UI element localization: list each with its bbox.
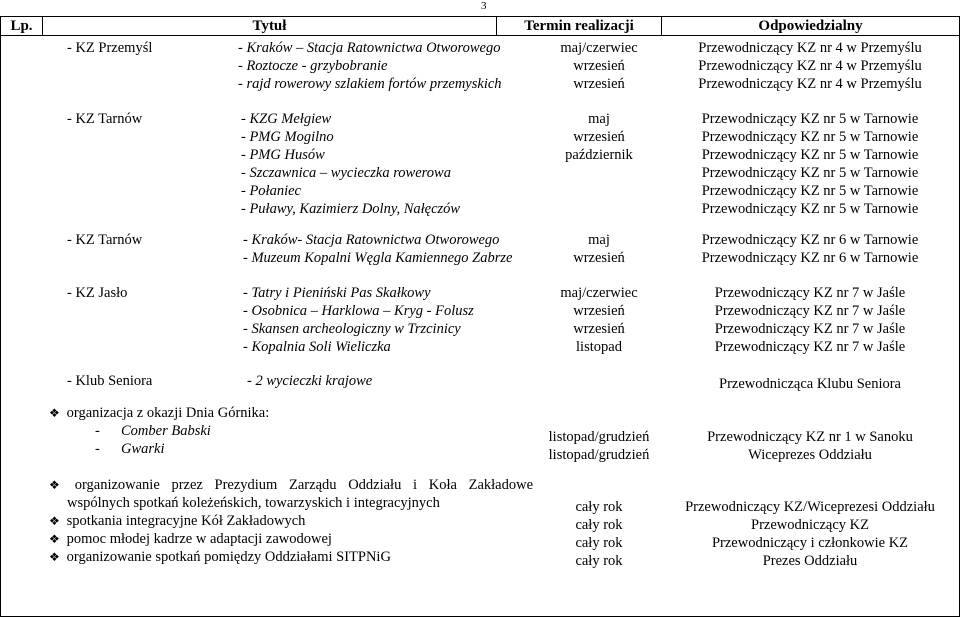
dates-list xyxy=(539,428,659,464)
bullet-line xyxy=(49,530,332,548)
diamond-bullet-icon: ❖ xyxy=(49,532,60,546)
org-name: - KZ Tarnów xyxy=(67,232,143,248)
title-item: - Kopalnia Soli Wieliczka xyxy=(243,339,391,355)
diamond-bullet-icon: ❖ xyxy=(49,406,60,420)
bullet-line xyxy=(49,404,269,422)
responsible-item: Przewodniczący KZ nr 7 w Jaśle xyxy=(714,303,906,319)
date-item: cały rok xyxy=(575,553,623,569)
responsible-list xyxy=(661,110,959,218)
diamond-bullet-icon: ❖ xyxy=(49,478,60,492)
title-item: - rajd rowerowy szlakiem fortów przemyskich xyxy=(238,76,502,92)
title-item: - PMG Husów xyxy=(241,147,325,163)
date-item: wrzesień xyxy=(573,321,625,337)
responsible-item: Przewodniczący KZ nr 5 w Tarnowie xyxy=(701,201,919,217)
responsible-list xyxy=(661,498,959,570)
responsible-item: Przewodniczący i członkowie KZ xyxy=(711,535,909,551)
date-item: maj xyxy=(588,111,610,127)
date-item: maj xyxy=(588,232,610,248)
date-item: październik xyxy=(565,147,633,163)
date-item: wrzesień xyxy=(573,303,625,319)
table-header-row xyxy=(1,17,960,36)
responsible-list xyxy=(661,284,959,356)
responsible-item: Przewodniczący KZ nr 6 w Tarnowie xyxy=(701,232,919,248)
responsible-list xyxy=(661,39,959,93)
title-item: - Kraków- Stacja Ratownictwa Otworowego xyxy=(243,232,500,248)
date-item: cały rok xyxy=(575,517,623,533)
responsible-item: Przewodniczący KZ nr 5 w Tarnowie xyxy=(701,183,919,199)
date-item: maj/czerwiec xyxy=(560,285,638,301)
date-item: cały rok xyxy=(575,499,623,515)
table-body xyxy=(1,36,960,617)
list-item: - Gwarki xyxy=(95,441,165,457)
responsible-item: Przewodniczący KZ nr 5 w Tarnowie xyxy=(701,129,919,145)
title-item: - Osobnica – Harklowa – Kryg - Folusz xyxy=(243,303,474,319)
bullet-continuation: wspólnych spotkań koleżeńskich, towarzyskich i integracyjnych xyxy=(67,495,440,511)
dates-list xyxy=(539,284,659,356)
bullet-text: organizowanie spotkań pomiędzy Oddziałami SITPNiG xyxy=(66,549,391,565)
title-item: - Tatry i Pieniński Pas Skałkowy xyxy=(243,285,431,301)
title-item: - Kraków – Stacja Ratownictwa Otworowego xyxy=(238,40,501,56)
titles-list xyxy=(241,110,460,218)
diamond-bullet-icon: ❖ xyxy=(49,514,60,528)
responsible-item: Przewodniczący KZ nr 5 w Tarnowie xyxy=(701,165,919,181)
responsible-item: Wiceprezes Oddziału xyxy=(748,447,872,463)
bullet-line xyxy=(49,548,391,566)
org-name: - KZ Przemyśl xyxy=(67,40,153,56)
responsible-item: Przewodniczący KZ nr 7 w Jaśle xyxy=(714,321,906,337)
bullet-line xyxy=(49,512,305,530)
date-item: listopad/grudzień xyxy=(548,429,650,445)
titles-list xyxy=(243,231,512,267)
date-item: cały rok xyxy=(575,535,623,551)
title-item: - Połaniec xyxy=(241,183,301,199)
bullet-text: organizowanie przez Prezydium Zarządu Oddziału i Koła Zakładowe xyxy=(74,477,533,493)
title-item: - PMG Mogilno xyxy=(241,129,334,145)
header-title: Tytuł xyxy=(43,17,497,36)
bullet-text: pomoc młodej kadrze w adaptacji zawodowej xyxy=(66,531,332,547)
bullet-line xyxy=(49,476,533,494)
responsible-item: Przewodniczący KZ xyxy=(751,517,869,533)
date-item: wrzesień xyxy=(573,250,625,266)
responsible-item: Przewodniczący KZ nr 7 w Jaśle xyxy=(714,339,906,355)
responsible-item: Przewodniczący KZ nr 7 w Jaśle xyxy=(714,285,906,301)
date-item: listopad xyxy=(576,339,622,355)
date-item: wrzesień xyxy=(573,76,625,92)
responsible-list xyxy=(661,428,959,464)
date-item: wrzesień xyxy=(573,58,625,74)
title-item: - Skansen archeologiczny w Trzcinicy xyxy=(243,321,461,337)
header-responsible: Odpowiedzialny xyxy=(662,17,960,36)
responsible-item: Przewodniczący KZ nr 4 w Przemyślu xyxy=(698,40,922,56)
title-item: - Muzeum Kopalni Węgla Kamiennego Zabrze xyxy=(243,250,513,266)
page-number: 3 xyxy=(481,0,487,12)
title-item: - Szczawnica – wycieczka rowerowa xyxy=(241,165,451,181)
title-item: - Puławy, Kazimierz Dolny, Nałęczów xyxy=(241,201,461,217)
header-lp: Lp. xyxy=(1,17,43,36)
date-item: wrzesień xyxy=(573,129,625,145)
responsible-item: Przewodniczący KZ nr 5 w Tarnowie xyxy=(701,111,919,127)
titles-list xyxy=(238,39,502,93)
org-name: - Klub Seniora xyxy=(67,373,153,389)
header-date: Termin realizacji xyxy=(497,17,662,36)
responsible-item: Przewodniczący KZ nr 5 w Tarnowie xyxy=(701,147,919,163)
title-item: - 2 wycieczki krajowe xyxy=(247,373,373,389)
responsible-item: Przewodniczący KZ nr 4 w Przemyślu xyxy=(698,76,922,92)
responsible-item: Przewodniczący KZ nr 1 w Sanoku xyxy=(707,429,913,445)
responsible-list xyxy=(661,231,959,267)
dates-list xyxy=(539,231,659,267)
titles-list xyxy=(243,284,474,356)
bullet-text: organizacja z okazji Dnia Górnika: xyxy=(66,405,270,421)
table-body-row xyxy=(1,36,960,617)
date-item: maj/czerwiec xyxy=(560,40,638,56)
org-name: - KZ Jasło xyxy=(67,285,128,301)
responsible-item: Przewodniczący KZ/Wiceprezesi Oddziału xyxy=(685,499,935,515)
title-item: - Roztocze - grzybobranie xyxy=(238,58,388,74)
responsible-item: Przewodnicząca Klubu Seniora xyxy=(719,376,901,392)
list-item: - Comber Babski xyxy=(95,423,211,439)
responsible-item: Przewodniczący KZ nr 6 w Tarnowie xyxy=(701,250,919,266)
dates-list xyxy=(539,39,659,93)
dates-list xyxy=(539,498,659,570)
responsible-item: Prezes Oddziału xyxy=(762,553,858,569)
title-item: - KZG Mełgiew xyxy=(241,111,332,127)
diamond-bullet-icon: ❖ xyxy=(49,550,60,564)
bullet-text: spotkania integracyjne Kół Zakładowych xyxy=(66,513,306,529)
date-item: listopad/grudzień xyxy=(548,447,650,463)
dates-list xyxy=(539,110,659,164)
responsible-item: Przewodniczący KZ nr 4 w Przemyślu xyxy=(698,58,922,74)
org-name: - KZ Tarnów xyxy=(67,111,143,127)
gornik-items xyxy=(95,422,211,458)
activities-table xyxy=(0,16,960,617)
